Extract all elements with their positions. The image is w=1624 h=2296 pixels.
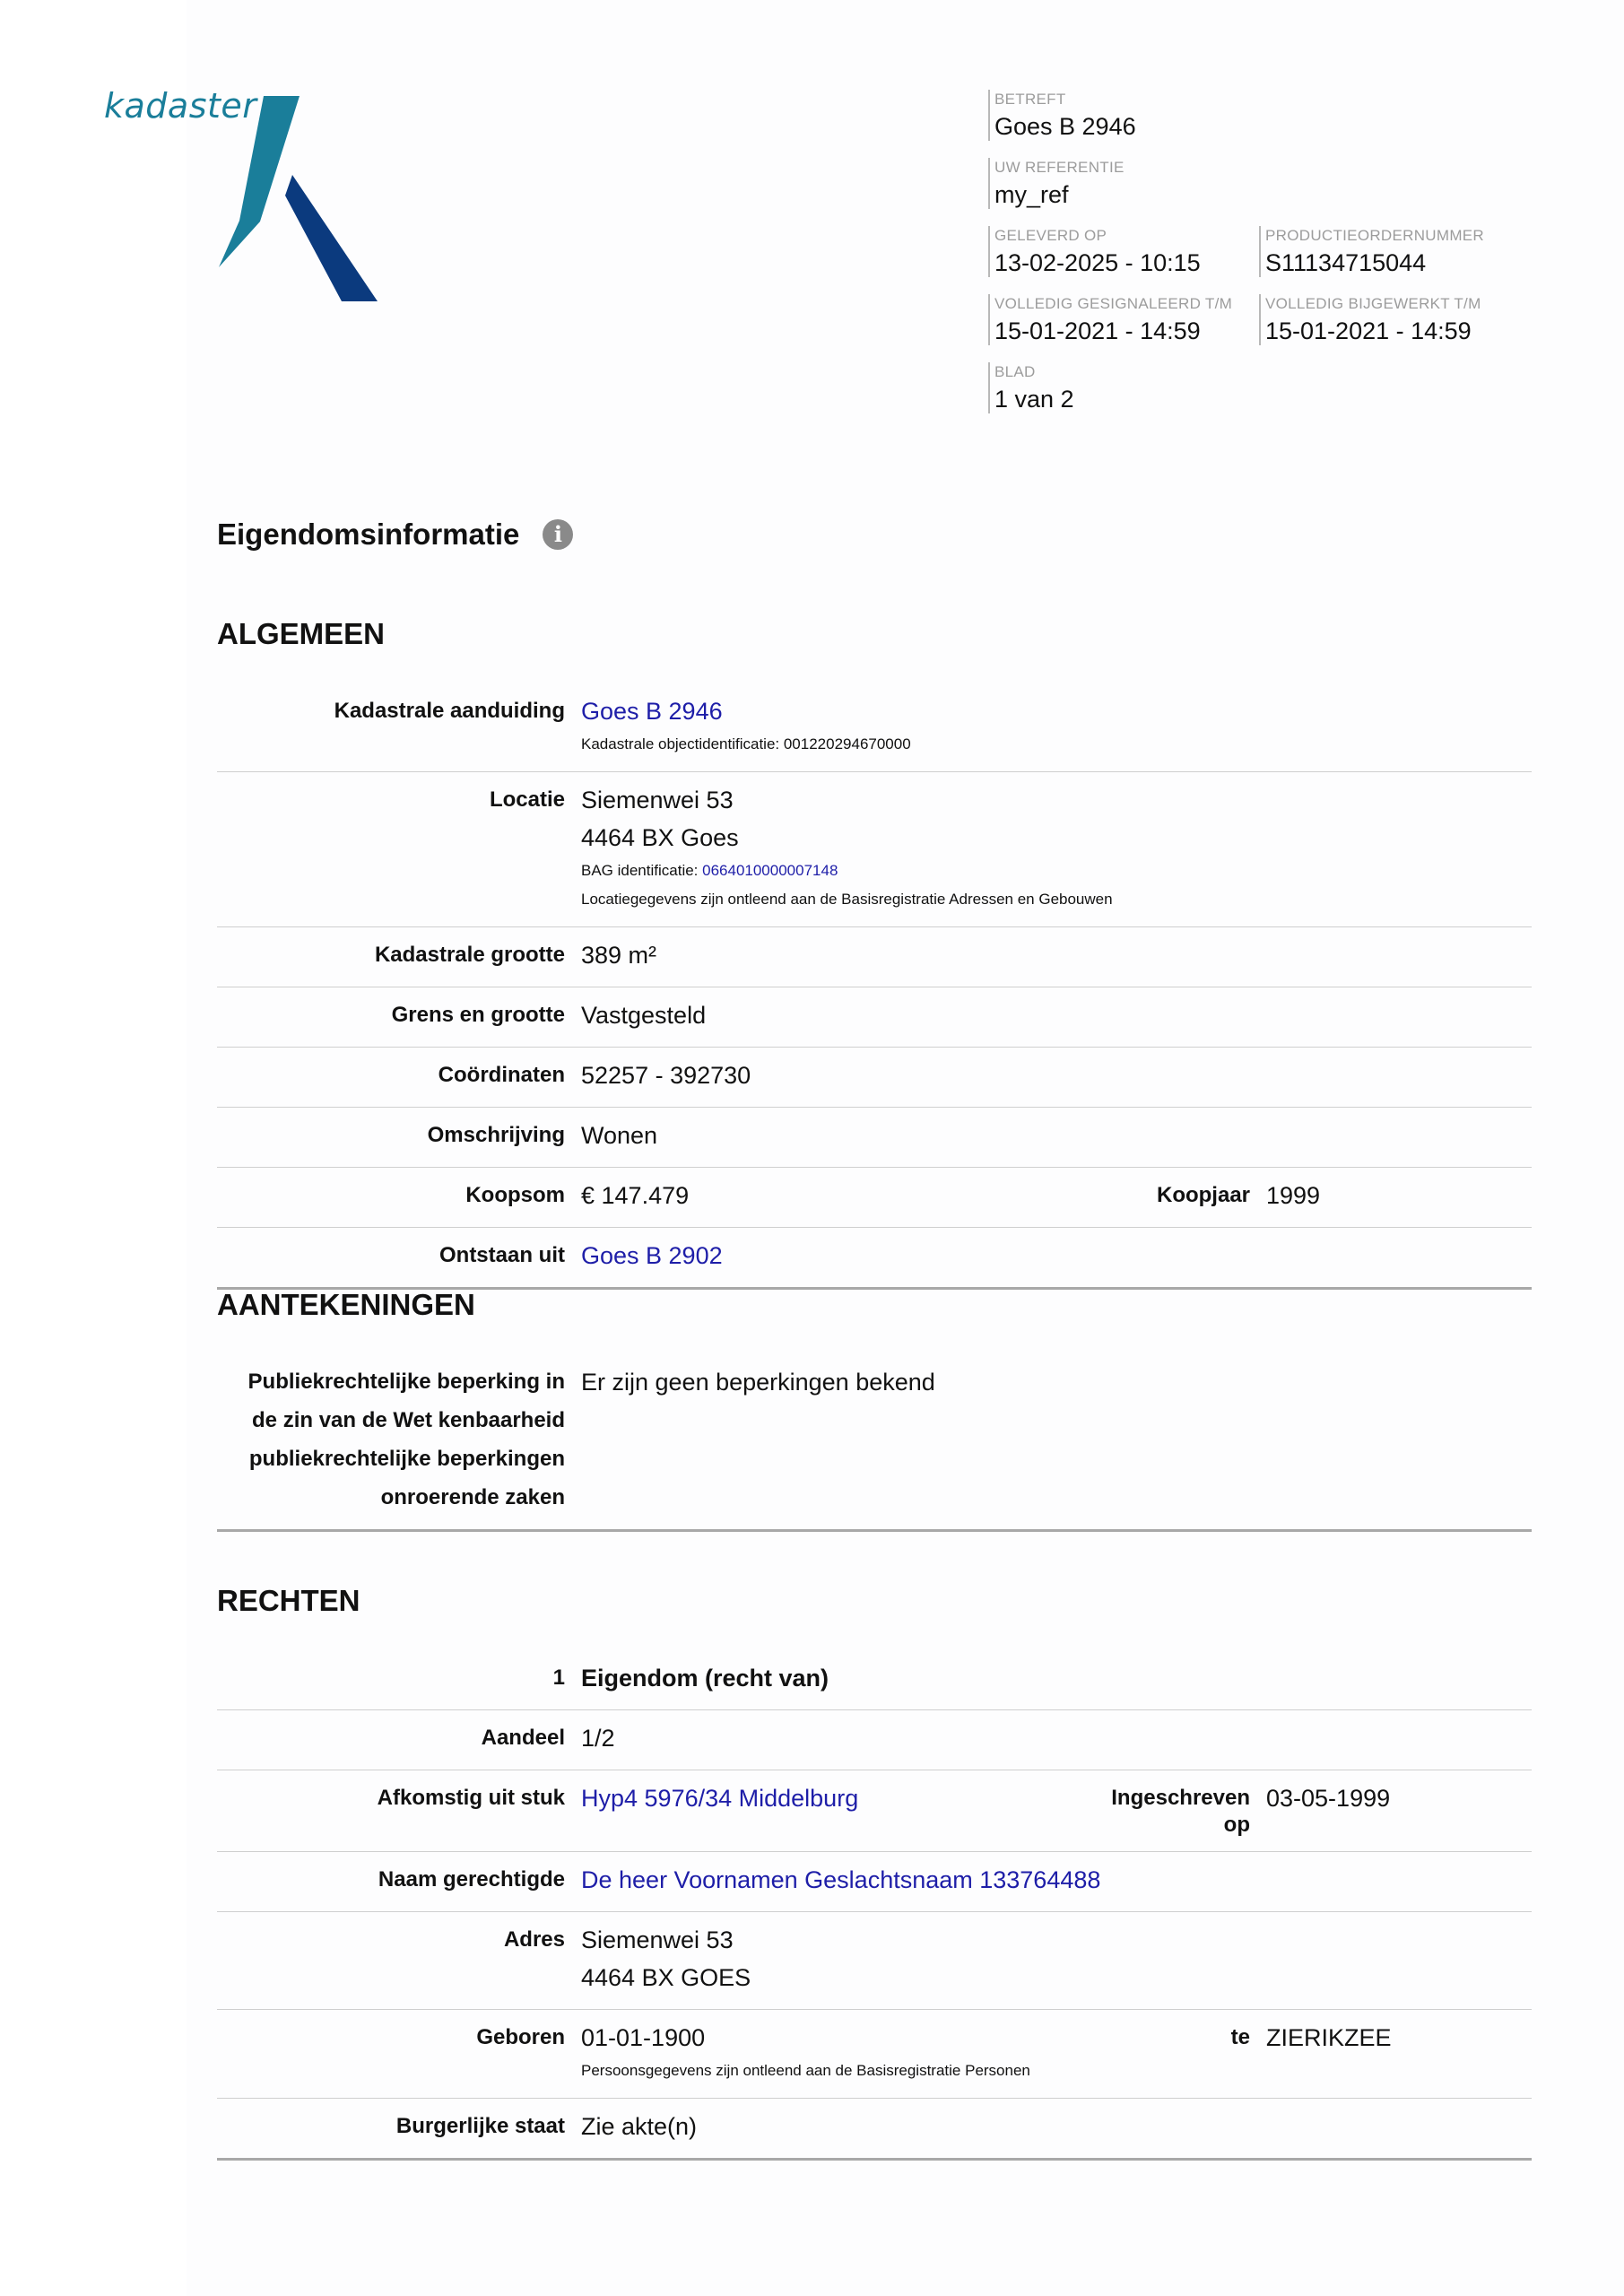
row-publiekrechtelijke-beperking <box>217 1354 1532 1532</box>
label-kadastrale-aanduiding: Kadastrale aanduiding <box>334 699 565 723</box>
row-koopsom <box>217 1168 1532 1228</box>
value-ingeschreven-op: 03-05-1999 <box>1266 1785 1391 1812</box>
kadaster-logo <box>104 86 391 310</box>
link-naam-gerechtigde[interactable]: De heer Voornamen Geslachtsnaam 133764488 <box>581 1866 1101 1893</box>
meta-productieorder-value: S11134715044 <box>1265 249 1427 276</box>
value-koopsom: € 147.479 <box>581 1182 690 1209</box>
locatie-straat: Siemenwei 53 <box>581 787 734 813</box>
meta-blad-value: 1 van 2 <box>994 386 1074 413</box>
document-title <box>217 517 573 552</box>
row-kadastrale-grootte <box>217 927 1532 987</box>
row-ontstaan-uit <box>217 1228 1532 1290</box>
bag-label: BAG identificatie: <box>581 862 703 879</box>
locatie-postcode: 4464 BX Goes <box>581 824 739 851</box>
document-title-text: Eigendomsinformatie <box>217 517 520 551</box>
bag-id-link[interactable]: 0664010000007148 <box>702 862 838 879</box>
meta-gesignaleerd <box>988 294 1232 345</box>
info-icon[interactable]: i <box>543 519 573 550</box>
row-aandeel <box>217 1710 1532 1770</box>
label-adres: Adres <box>503 1927 565 1952</box>
table-aantekeningen <box>217 1354 1532 1532</box>
meta-gesignaleerd-label: VOLLEDIG GESIGNALEERD T/M <box>994 295 1233 312</box>
meta-betreft-value: Goes B 2946 <box>994 113 1136 140</box>
row-naam-gerechtigde <box>217 1852 1532 1912</box>
recht-nummer: 1 <box>552 1665 565 1690</box>
label-geboren: Geboren <box>476 2025 565 2049</box>
value-koopjaar: 1999 <box>1266 1182 1321 1209</box>
value-kadastrale-grootte: 389 m² <box>581 942 657 969</box>
section-heading-aantekeningen: AANTEKENINGEN <box>217 1288 475 1321</box>
value-burgerlijke-staat: Zie akte(n) <box>581 2113 698 2140</box>
label-burgerlijke-staat: Burgerlijke staat <box>395 2114 565 2138</box>
recht-soort: Eigendom (recht van) <box>581 1665 829 1692</box>
label-ontstaan-uit: Ontstaan uit <box>439 1243 565 1267</box>
adres-straat: Siemenwei 53 <box>581 1926 734 1953</box>
meta-referentie-value: my_ref <box>994 181 1069 208</box>
meta-geleverd <box>988 226 1201 277</box>
label-line: onroerende zaken <box>380 1485 565 1509</box>
row-grens-en-grootte <box>217 987 1532 1048</box>
meta-referentie <box>988 158 1125 209</box>
table-algemeen <box>217 683 1532 1290</box>
kadaster-logo-text: kadaster <box>104 86 257 126</box>
row-adres <box>217 1912 1532 2010</box>
table-rechten <box>217 1650 1532 2161</box>
section-heading-rechten: RECHTEN <box>217 1584 360 1617</box>
row-geboren <box>217 2010 1532 2099</box>
meta-betreft <box>988 90 1136 141</box>
label-aandeel: Aandeel <box>481 1726 565 1750</box>
label-koopjaar: Koopjaar <box>1156 1183 1250 1207</box>
label-ingeschreven-op: Ingeschreven op <box>1111 1786 1250 1837</box>
label-line: publiekrechtelijke beperkingen <box>248 1447 565 1471</box>
value-publiekrechtelijke-beperking: Er zijn geen beperkingen bekend <box>581 1369 935 1396</box>
value-grens-en-grootte: Vastgesteld <box>581 1002 707 1029</box>
meta-gesignaleerd-value: 15-01-2021 - 14:59 <box>994 317 1201 344</box>
label-line: Publiekrechtelijke beperking in <box>248 1370 565 1394</box>
meta-betreft-label: BETREFT <box>994 91 1066 108</box>
label-grens-en-grootte: Grens en grootte <box>391 1003 565 1027</box>
link-afkomstig-uit-stuk[interactable]: Hyp4 5976/34 Middelburg <box>581 1785 859 1812</box>
row-coordinaten <box>217 1048 1532 1108</box>
meta-referentie-label: UW REFERENTIE <box>994 159 1125 176</box>
row-kadastrale-aanduiding <box>217 683 1532 772</box>
value-aandeel: 1/2 <box>581 1725 615 1752</box>
meta-geleverd-label: GELEVERD OP <box>994 227 1107 244</box>
value-coordinaten: 52257 - 392730 <box>581 1062 751 1089</box>
label-koopsom: Koopsom <box>465 1183 565 1207</box>
row-locatie <box>217 772 1532 927</box>
row-afkomstig-uit-stuk <box>217 1770 1532 1852</box>
meta-bijgewerkt <box>1259 294 1481 345</box>
meta-productieorder-label: PRODUCTIEORDERNUMMER <box>1265 227 1484 244</box>
meta-productieorder <box>1259 226 1484 277</box>
label-kadastrale-grootte: Kadastrale grootte <box>374 943 565 967</box>
value-omschrijving: Wonen <box>581 1122 658 1149</box>
section-heading-algemeen: ALGEMEEN <box>217 617 386 650</box>
label-publiekrechtelijke-beperking <box>217 1362 565 1517</box>
meta-bijgewerkt-value: 15-01-2021 - 14:59 <box>1265 317 1472 344</box>
row-burgerlijke-staat <box>217 2099 1532 2161</box>
label-line: de zin van de Wet kenbaarheid <box>252 1408 565 1432</box>
meta-blad <box>988 362 1074 413</box>
label-naam-gerechtigde: Naam gerechtigde <box>378 1867 565 1892</box>
persoonsgegevens-note: Persoonsgegevens zijn ontleend aan de Basisregistratie Personen <box>581 2062 1030 2079</box>
row-recht-1 <box>217 1650 1532 1710</box>
label-te: te <box>1230 2025 1250 2049</box>
adres-postcode: 4464 BX GOES <box>581 1964 751 1991</box>
link-ontstaan-uit[interactable]: Goes B 2902 <box>581 1242 723 1269</box>
label-locatie: Locatie <box>489 787 565 812</box>
meta-bijgewerkt-label: VOLLEDIG BIJGEWERKT T/M <box>1265 295 1481 312</box>
label-afkomstig-uit-stuk: Afkomstig uit stuk <box>377 1786 565 1810</box>
value-geboren: 01-01-1900 <box>581 2024 706 2051</box>
link-kadastrale-aanduiding[interactable]: Goes B 2946 <box>581 698 723 725</box>
row-omschrijving <box>217 1108 1532 1168</box>
label-coordinaten: Coördinaten <box>438 1063 565 1087</box>
label-omschrijving: Omschrijving <box>427 1123 565 1147</box>
value-geboorteplaats: ZIERIKZEE <box>1266 2024 1392 2051</box>
meta-blad-label: BLAD <box>994 363 1036 380</box>
meta-geleverd-value: 13-02-2025 - 10:15 <box>994 249 1201 276</box>
locatie-bron-note: Locatiegegevens zijn ontleend aan de Basisregistratie Adressen en Gebouwen <box>581 891 1113 908</box>
object-identificatie: Kadastrale objectidentificatie: 001220294670000 <box>581 735 911 752</box>
